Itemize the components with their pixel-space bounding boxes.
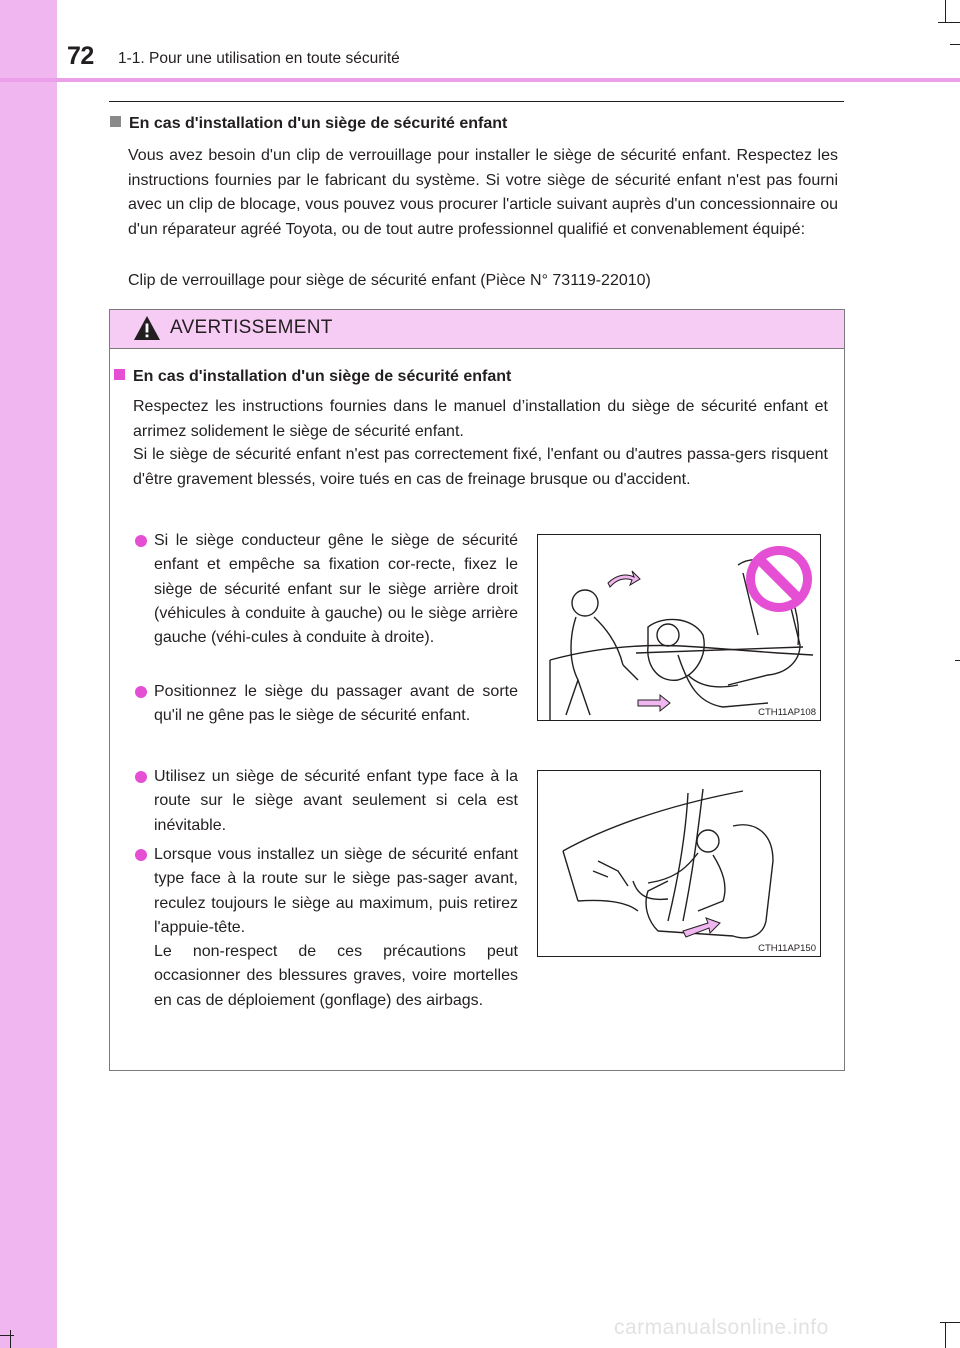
crop-mark bbox=[945, 0, 946, 22]
page-number: 72 bbox=[67, 42, 94, 70]
intro-heading-text: En cas d'installation d'un siège de sécurité enfant bbox=[129, 115, 508, 132]
warning-title: AVERTISSEMENT bbox=[170, 317, 333, 338]
warning-bullet-3: Utilisez un siège de sécurité enfant type face à la route sur le siège avant seulement si cela est inévitable. bbox=[154, 768, 518, 834]
crop-mark bbox=[955, 660, 960, 661]
warning-bullet-2: Positionnez le siège du passager avant de sorte qu'il ne gêne pas le siège de sécurité enfant. bbox=[154, 683, 518, 725]
part-number-line: Clip de verrouillage pour siège de sécurité enfant (Pièce N° 73119-22010) bbox=[128, 272, 651, 289]
illustration-code: CTH11AP150 bbox=[758, 943, 816, 954]
square-bullet-icon bbox=[114, 369, 125, 380]
square-bullet-icon bbox=[110, 116, 121, 127]
warning-paragraph-2: Si le siège de sécurité enfant n'est pas correctement fixé, l'enfant ou d'autres passa-gers risquent d'être gravement blessés, voire tués en cas de freinage brusque ou d'accident. bbox=[133, 446, 828, 488]
rear-seat-drawing bbox=[538, 535, 820, 720]
warning-bullet-4: Lorsque vous installez un siège de sécurité enfant type face à la route sur le siège pas-sager avant, reculez toujours le siège au maximum, puis retirez l'appuie-tête. bbox=[154, 846, 518, 936]
bullet-dot-icon bbox=[135, 686, 147, 698]
crop-mark bbox=[940, 1322, 960, 1323]
header-side-band bbox=[0, 0, 57, 80]
intro-heading bbox=[110, 115, 507, 133]
intro-paragraph: Vous avez besoin d'un clip de verrouillage pour installer le siège de sécurité enfant. Respectez les instructions fournies par le fabricant du système. Si votre siège de sécurité enfant n'est pas fourni avec un clip de blocage, vous pouvez vous procurer l'article suivant auprès d'un concessionnaire ou d'un réparateur agréé Toyota, ou de tout autre professionnel qualifié et convenablement équipé: bbox=[128, 147, 838, 238]
front-seat-drawing bbox=[538, 771, 820, 956]
illustration-code: CTH11AP108 bbox=[758, 707, 816, 718]
crop-mark bbox=[10, 1330, 11, 1348]
page-side-band bbox=[0, 0, 57, 1348]
bullet-dot-icon bbox=[135, 771, 147, 783]
warning-paragraph-1: Respectez les instructions fournies dans le manuel d’installation du siège de sécurité enfant et arrimez solidement le siège de sécurité enfant. bbox=[133, 398, 828, 440]
section-title: 1-1. Pour une utilisation en toute sécurité bbox=[118, 50, 400, 67]
header-bar bbox=[0, 0, 960, 80]
illustration-rear-seat bbox=[537, 534, 821, 721]
warning-header bbox=[110, 310, 844, 349]
warning-bullet-4-continued: Le non-respect de ces précautions peut occasionner des blessures graves, voire mortelles en cas de déploiement (gonflage) des airbags. bbox=[154, 943, 518, 1009]
bullet-dot-icon bbox=[135, 849, 147, 861]
bullet-dot-icon bbox=[135, 535, 147, 547]
warning-heading bbox=[114, 368, 511, 386]
warning-heading-text: En cas d'installation d'un siège de sécurité enfant bbox=[133, 368, 512, 385]
warning-bullet-1: Si le siège conducteur gêne le siège de sécurité enfant et empêche sa fixation cor-recte, fixez le siège de sécurité enfant sur le siège arrière droit (véhicules à conduite à gauche) ou le siège arrière gauche (véhi-cules à conduite à droite). bbox=[154, 532, 518, 647]
prohibition-icon bbox=[746, 546, 812, 612]
crop-mark bbox=[950, 44, 960, 45]
header-divider bbox=[0, 78, 960, 82]
watermark: carmanualsonline.info bbox=[614, 1316, 829, 1339]
crop-mark bbox=[938, 22, 960, 23]
crop-mark bbox=[0, 1335, 14, 1336]
warning-triangle-icon bbox=[133, 315, 161, 341]
illustration-front-seat bbox=[537, 770, 821, 957]
section-rule bbox=[109, 101, 844, 102]
crop-mark bbox=[945, 1322, 946, 1348]
